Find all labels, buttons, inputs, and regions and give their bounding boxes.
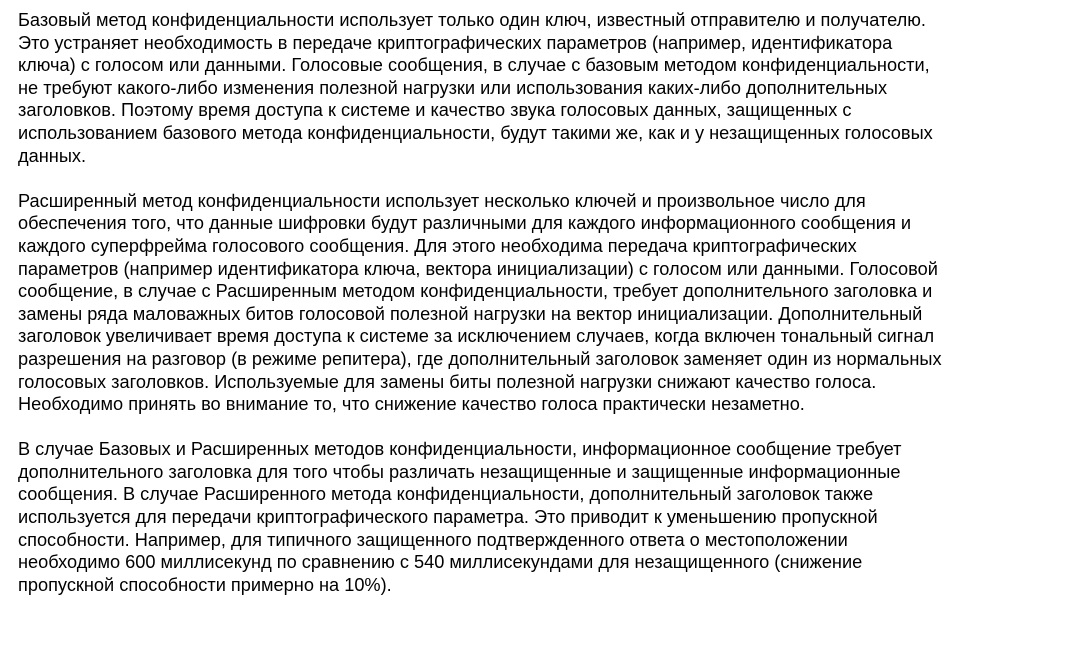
text-line: В случае Базовых и Расширенных методов конфиденциальности, информационное сообщение требует (18, 439, 902, 460)
text-line: Расширенный метод конфиденциальности использует несколько ключей и произвольное число для (18, 190, 866, 211)
text-line: дополнительного заголовка для того чтобы различать незащищенные и защищенные информационные (18, 461, 901, 482)
text-line: заголовков. Поэтому время доступа к системе и качество звука голосовых данных, защищенных с (18, 100, 852, 121)
text-line: необходимо 600 миллисекунд по сравнению с 540 миллисекундами для незащищенного (снижение (18, 552, 863, 573)
text-line: способности. Например, для типичного защищенного подтвержденного ответа о местоположении (18, 529, 848, 550)
text-line: пропускной способности примерно на 10%). (18, 574, 392, 595)
text-line: голосовых заголовков. Используемые для замены биты полезной нагрузки снижают качество голоса. (18, 371, 877, 392)
paragraph-data-message-header (18, 438, 1065, 596)
text-line: использованием базового метода конфиденциальности, будут такими же, как и у незащищенных голосовых (18, 122, 933, 143)
text-line: Это устраняет необходимость в передаче криптографических параметров (например, идентификатора (18, 32, 893, 53)
text-line: параметров (например идентификатора ключа, вектора инициализации) с голосом или данными. Голосовой (18, 258, 938, 279)
text-line: заголовок увеличивает время доступа к системе за исключением случаев, когда включен тональный сигнал (18, 326, 935, 347)
text-line: замены ряда маловажных битов голосовой полезной нагрузки на вектор инициализации. Дополнительный (18, 303, 923, 324)
text-line: сообщение, в случае с Расширенным методом конфиденциальности, требует дополнительного заголовка и (18, 281, 933, 302)
text-line: не требуют какого-либо изменения полезной нагрузки или использования каких-либо дополнительных (18, 77, 888, 98)
text-line: каждого суперфрейма голосового сообщения. Для этого необходима передача криптографических (18, 235, 857, 256)
text-line: разрешения на разговор (в режиме репитера), где дополнительный заголовок заменяет один из нормальных (18, 348, 942, 369)
text-line: сообщения. В случае Расширенного метода конфиденциальности, дополнительный заголовок также (18, 484, 874, 505)
text-line: Необходимо принять во внимание то, что снижение качество голоса практически незаметно. (18, 394, 805, 415)
paragraph-enhanced-privacy (18, 190, 1065, 416)
text-line: данных. (18, 145, 87, 166)
text-line: ключа) с голосом или данными. Голосовые сообщения, в случае с базовым методом конфиденциальности, (18, 55, 930, 76)
text-line: обеспечения того, что данные шифровки будут различными для каждого информационного сообщения и (18, 213, 912, 234)
text-line: используется для передачи криптографического параметра. Это приводит к уменьшению пропускной (18, 507, 878, 528)
text-line: Базовый метод конфиденциальности использует только один ключ, известный отправителю и получателю. (18, 10, 926, 30)
paragraph-basic-privacy (18, 9, 1065, 167)
